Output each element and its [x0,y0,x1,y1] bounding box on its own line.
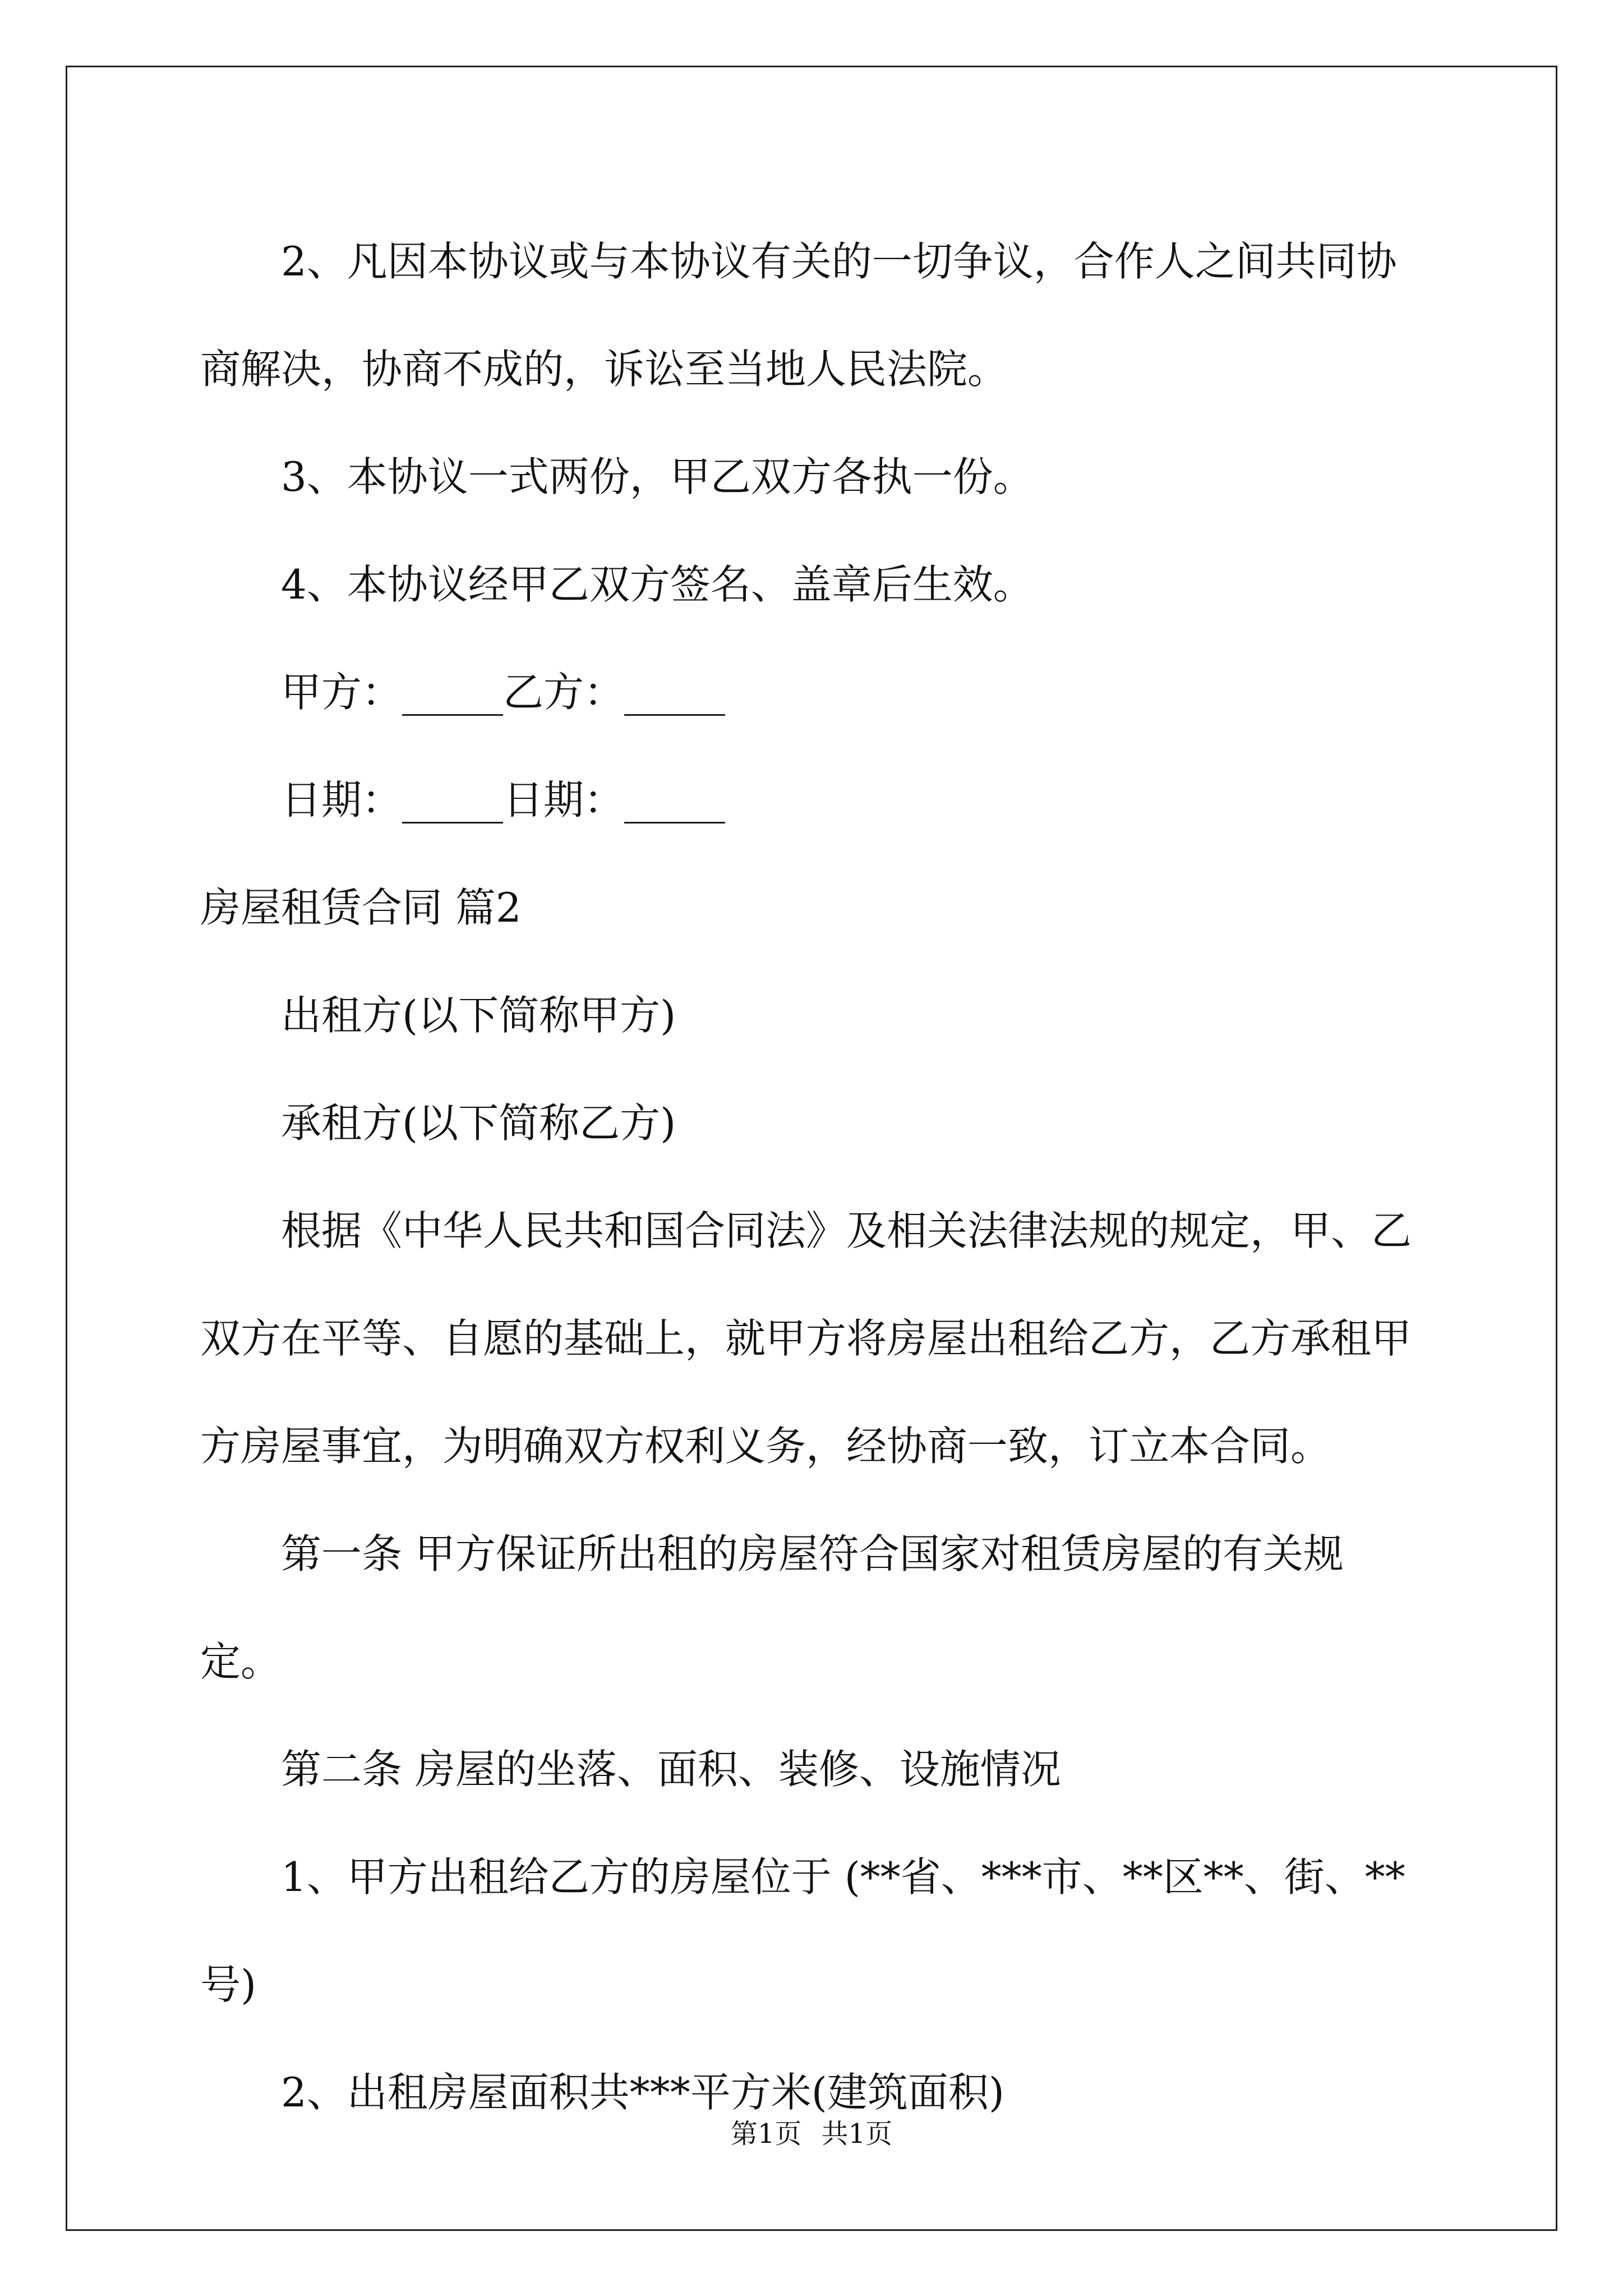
page-footer [0,2112,1623,2151]
paragraph-copies: 3、本协议一式两份，甲乙双方各执一份。 [281,453,1034,500]
paragraph-lessor: 出租方(以下简称甲方) [281,992,676,1039]
paragraph-dispute-resolution: 2、凡因本协议或与本协议有关的一切争议，合作人之间共同协商解决，协商不成的，诉讼至当地人民法院。 [200,238,1397,393]
signature-line-parties: 甲方：_____乙方：_____ [281,669,726,716]
page-total: 共1页 [821,2118,893,2150]
paragraph-effective: 4、本协议经甲乙双方签名、盖章后生效。 [281,561,1034,608]
section-heading: 房屋租赁合同 篇2 [200,884,522,931]
article-two-item-location: 1、甲方出租给乙方的房屋位于 (**省、***市、**区**、街、**号) [200,1853,1405,2008]
article-one: 第一条 甲方保证所出租的房屋符合国家对租赁房屋的有关规定。 [200,1530,1344,1685]
page-number: 第1页 [730,2118,802,2150]
signature-line-dates: 日期：_____日期：_____ [281,776,726,823]
article-two-item-area: 2、出租房屋面积共***平方米(建筑面积) [281,2069,1004,2116]
paragraph-preamble: 根据《中华人民共和国合同法》及相关法律法规的规定，甲、乙双方在平等、自愿的基础上，就甲方将房屋出租给乙方，乙方承租甲方房屋事宜，为明确双方权利义务，经协商一致，订立本合同。 [200,1207,1412,1470]
document-body [200,208,1423,2146]
article-two: 第二条 房屋的坐落、面积、装修、设施情况 [281,1746,1061,1793]
paragraph-lessee: 承租方(以下简称乙方) [281,1099,676,1147]
